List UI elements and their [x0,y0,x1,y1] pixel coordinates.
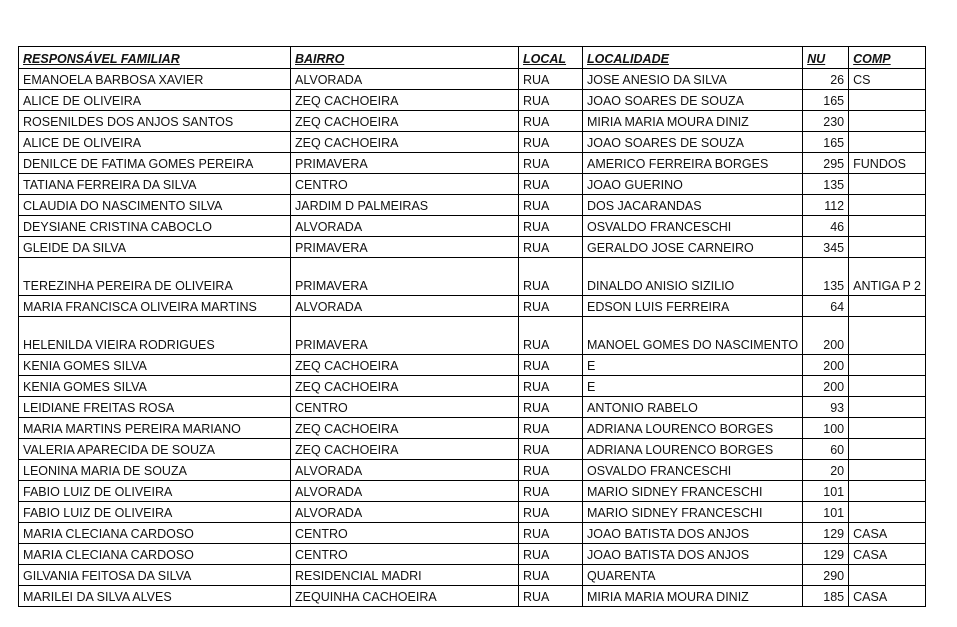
cell-local: RUA [519,216,583,237]
cell-bairro: ALVORADA [291,460,519,481]
cell-responsavel: FABIO LUIZ DE OLIVEIRA [19,502,291,523]
cell-comp [849,317,926,355]
cell-comp: CASA [849,523,926,544]
cell-numero: 295 [803,153,849,174]
table-row [19,195,926,216]
cell-comp [849,355,926,376]
cell-numero: 129 [803,544,849,565]
cell-local: RUA [519,69,583,90]
cell-bairro: ZEQ CACHOEIRA [291,439,519,460]
cell-numero: 46 [803,216,849,237]
cell-local: RUA [519,586,583,607]
table-row [19,481,926,502]
table-row [19,586,926,607]
cell-localidade: JOAO SOARES DE SOUZA [583,90,803,111]
cell-localidade: EDSON LUIS FERREIRA [583,296,803,317]
table-row [19,523,926,544]
cell-responsavel: GLEIDE DA SILVA [19,237,291,258]
cell-localidade: OSVALDO FRANCESCHI [583,460,803,481]
table-row [19,296,926,317]
cell-responsavel: MARIA CLECIANA CARDOSO [19,523,291,544]
cell-bairro: JARDIM D PALMEIRAS [291,195,519,216]
cell-numero: 93 [803,397,849,418]
cell-comp [849,418,926,439]
cell-responsavel: MARILEI DA SILVA ALVES [19,586,291,607]
table-row [19,502,926,523]
table-row [19,174,926,195]
cell-localidade: MARIO SIDNEY FRANCESCHI [583,481,803,502]
header-numero: NU [803,47,849,69]
cell-numero: 135 [803,174,849,195]
cell-localidade: JOAO SOARES DE SOUZA [583,132,803,153]
cell-numero: 200 [803,355,849,376]
table-row [19,90,926,111]
table-row [19,460,926,481]
cell-comp [849,296,926,317]
cell-local: RUA [519,418,583,439]
cell-bairro: ALVORADA [291,481,519,502]
cell-numero: 101 [803,502,849,523]
cell-localidade: MIRIA MARIA MOURA DINIZ [583,111,803,132]
table-row [19,132,926,153]
cell-comp: CASA [849,544,926,565]
cell-bairro: RESIDENCIAL MADRI [291,565,519,586]
cell-comp [849,439,926,460]
cell-numero: 290 [803,565,849,586]
cell-responsavel: LEIDIANE FREITAS ROSA [19,397,291,418]
cell-bairro: PRIMAVERA [291,258,519,296]
cell-numero: 129 [803,523,849,544]
cell-bairro: ALVORADA [291,296,519,317]
cell-localidade: DOS JACARANDAS [583,195,803,216]
cell-comp: ANTIGA P 2 [849,258,926,296]
cell-local: RUA [519,355,583,376]
cell-bairro: ZEQ CACHOEIRA [291,111,519,132]
cell-bairro: PRIMAVERA [291,153,519,174]
cell-bairro: ZEQ CACHOEIRA [291,355,519,376]
cell-localidade: AMERICO FERREIRA BORGES [583,153,803,174]
cell-bairro: ALVORADA [291,69,519,90]
table-row [19,565,926,586]
cell-bairro: ZEQ CACHOEIRA [291,376,519,397]
cell-responsavel: ALICE DE OLIVEIRA [19,90,291,111]
cell-local: RUA [519,502,583,523]
cell-numero: 112 [803,195,849,216]
cell-numero: 20 [803,460,849,481]
cell-local: RUA [519,296,583,317]
cell-local: RUA [519,132,583,153]
cell-responsavel: EMANOELA BARBOSA XAVIER [19,69,291,90]
cell-local: RUA [519,439,583,460]
cell-bairro: ZEQ CACHOEIRA [291,132,519,153]
cell-local: RUA [519,565,583,586]
cell-comp [849,460,926,481]
table-row [19,216,926,237]
cell-bairro: PRIMAVERA [291,237,519,258]
cell-localidade: OSVALDO FRANCESCHI [583,216,803,237]
cell-localidade: MARIO SIDNEY FRANCESCHI [583,502,803,523]
cell-responsavel: GILVANIA FEITOSA DA SILVA [19,565,291,586]
header-row [19,47,926,69]
cell-localidade: JOSE ANESIO DA SILVA [583,69,803,90]
cell-local: RUA [519,376,583,397]
cell-local: RUA [519,258,583,296]
cell-numero: 135 [803,258,849,296]
cell-bairro: CENTRO [291,523,519,544]
cell-comp: CS [849,69,926,90]
cell-local: RUA [519,195,583,216]
cell-comp [849,502,926,523]
cell-local: RUA [519,153,583,174]
cell-local: RUA [519,90,583,111]
cell-numero: 230 [803,111,849,132]
table-row [19,237,926,258]
cell-comp [849,216,926,237]
table-row [19,153,926,174]
cell-bairro: CENTRO [291,397,519,418]
cell-local: RUA [519,544,583,565]
table-row [19,418,926,439]
cell-responsavel: DEYSIANE CRISTINA CABOCLO [19,216,291,237]
cell-comp [849,565,926,586]
table-row [19,376,926,397]
table-row [19,355,926,376]
cell-responsavel: DENILCE DE FATIMA GOMES PEREIRA [19,153,291,174]
cell-bairro: ALVORADA [291,216,519,237]
cell-comp: CASA [849,586,926,607]
families-table [18,46,926,607]
table-row [19,439,926,460]
cell-comp [849,132,926,153]
cell-numero: 200 [803,376,849,397]
cell-localidade: DINALDO ANISIO SIZILIO [583,258,803,296]
cell-localidade: ANTONIO RABELO [583,397,803,418]
cell-responsavel: KENIA GOMES SILVA [19,376,291,397]
cell-comp [849,111,926,132]
cell-bairro: PRIMAVERA [291,317,519,355]
cell-responsavel: HELENILDA VIEIRA RODRIGUES [19,317,291,355]
cell-numero: 100 [803,418,849,439]
cell-local: RUA [519,174,583,195]
cell-numero: 101 [803,481,849,502]
cell-responsavel: TEREZINHA PEREIRA DE OLIVEIRA [19,258,291,296]
cell-comp [849,195,926,216]
cell-local: RUA [519,523,583,544]
cell-responsavel: KENIA GOMES SILVA [19,355,291,376]
cell-localidade: E [583,376,803,397]
cell-localidade: JOAO GUERINO [583,174,803,195]
cell-bairro: ALVORADA [291,502,519,523]
cell-localidade: E [583,355,803,376]
cell-responsavel: MARIA MARTINS PEREIRA MARIANO [19,418,291,439]
table-row [19,258,926,296]
cell-localidade: ADRIANA LOURENCO BORGES [583,418,803,439]
cell-local: RUA [519,237,583,258]
cell-numero: 165 [803,132,849,153]
cell-localidade: JOAO BATISTA DOS ANJOS [583,523,803,544]
cell-numero: 60 [803,439,849,460]
cell-numero: 26 [803,69,849,90]
cell-responsavel: TATIANA FERREIRA DA SILVA [19,174,291,195]
cell-bairro: ZEQ CACHOEIRA [291,418,519,439]
cell-bairro: CENTRO [291,174,519,195]
cell-bairro: ZEQUINHA CACHOEIRA [291,586,519,607]
cell-local: RUA [519,317,583,355]
header-comp: COMP [849,47,926,69]
cell-numero: 165 [803,90,849,111]
cell-local: RUA [519,397,583,418]
cell-local: RUA [519,111,583,132]
cell-responsavel: CLAUDIA DO NASCIMENTO SILVA [19,195,291,216]
table-row [19,111,926,132]
cell-local: RUA [519,460,583,481]
cell-numero: 345 [803,237,849,258]
cell-comp [849,397,926,418]
cell-responsavel: ALICE DE OLIVEIRA [19,132,291,153]
cell-localidade: QUARENTA [583,565,803,586]
cell-localidade: ADRIANA LOURENCO BORGES [583,439,803,460]
cell-comp [849,90,926,111]
cell-localidade: GERALDO JOSE CARNEIRO [583,237,803,258]
cell-comp [849,481,926,502]
cell-responsavel: MARIA CLECIANA CARDOSO [19,544,291,565]
table-row [19,317,926,355]
cell-comp [849,237,926,258]
cell-numero: 200 [803,317,849,355]
cell-bairro: ZEQ CACHOEIRA [291,90,519,111]
cell-local: RUA [519,481,583,502]
cell-localidade: MANOEL GOMES DO NASCIMENTO [583,317,803,355]
header-localidade: LOCALIDADE [583,47,803,69]
table-row [19,69,926,90]
cell-responsavel: VALERIA APARECIDA DE SOUZA [19,439,291,460]
cell-responsavel: MARIA FRANCISCA OLIVEIRA MARTINS [19,296,291,317]
cell-responsavel: ROSENILDES DOS ANJOS SANTOS [19,111,291,132]
cell-comp: FUNDOS [849,153,926,174]
header-responsavel: RESPONSÁVEL FAMILIAR [19,47,291,69]
cell-numero: 185 [803,586,849,607]
header-local: LOCAL [519,47,583,69]
cell-localidade: MIRIA MARIA MOURA DINIZ [583,586,803,607]
table-row [19,397,926,418]
header-bairro: BAIRRO [291,47,519,69]
cell-bairro: CENTRO [291,544,519,565]
cell-localidade: JOAO BATISTA DOS ANJOS [583,544,803,565]
cell-comp [849,174,926,195]
cell-responsavel: LEONINA MARIA DE SOUZA [19,460,291,481]
table-row [19,544,926,565]
cell-numero: 64 [803,296,849,317]
cell-comp [849,376,926,397]
cell-responsavel: FABIO LUIZ DE OLIVEIRA [19,481,291,502]
